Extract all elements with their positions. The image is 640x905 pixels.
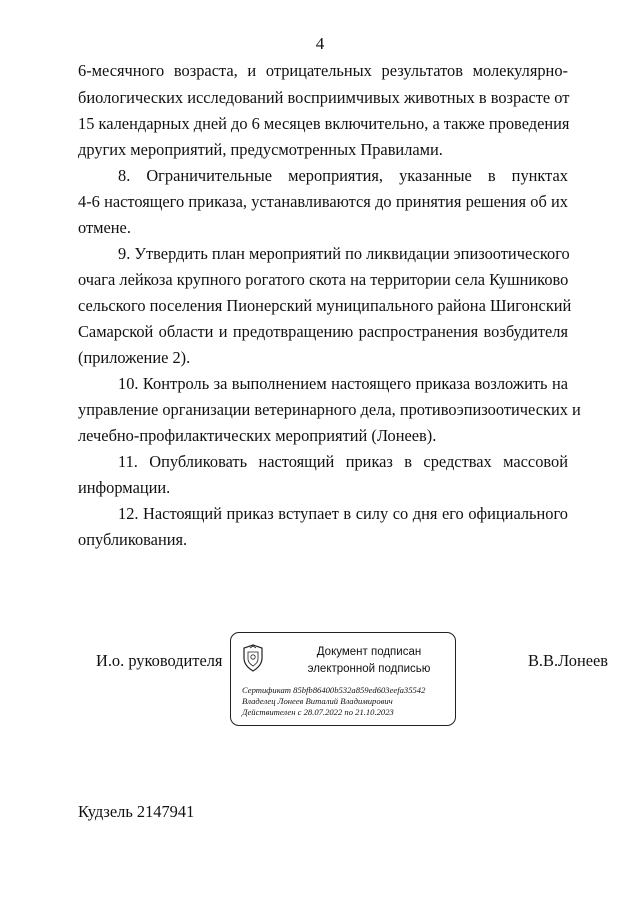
body-line: очага лейкоза крупного рогатого скота на территории села Кушниково (78, 270, 569, 289)
stamp-title: электронной подписью (307, 663, 431, 675)
body-line: (приложение 2). (78, 348, 191, 367)
signer-role: И.о. руководителя (96, 651, 223, 670)
e-signature-stamp (230, 632, 456, 726)
body-line: 6-месячного возраста, и отрицательных результатов молекулярно- (78, 61, 568, 80)
body-line: 9. Утвердить план мероприятий по ликвидации эпизоотического (118, 244, 570, 263)
body-line: 10. Контроль за выполнением настоящего приказа возложить на (118, 374, 568, 393)
body-line: сельского поселения Пионерский муниципального района Шигонский (78, 296, 572, 315)
body-line: 15 календарных дней до 6 месяцев включительно, а также проведения (78, 114, 570, 133)
body-line: 4-6 настоящего приказа, устанавливаются до принятия решения об их (78, 192, 568, 211)
footer-code: Кудзель 2147941 (78, 802, 195, 821)
page-number: 4 (315, 34, 325, 53)
stamp-owner: Владелец Лонеев Виталий Владимирович (242, 696, 393, 706)
body-line: биологических исследований восприимчивых животных в возрасте от (78, 88, 570, 107)
body-line: 11. Опубликовать настоящий приказ в средствах массовой (118, 452, 568, 471)
body-line: опубликования. (78, 530, 188, 549)
body-line: управление организации ветеринарного дела, противоэпизоотических и (78, 400, 581, 419)
body-line: других мероприятий, предусмотренных Правилами. (78, 140, 443, 159)
body-line: Самарской области и предотвращению распространения возбудителя (78, 322, 568, 341)
body-line: отмене. (78, 218, 131, 237)
body-line: 8. Ограничительные мероприятия, указанные в пунктах (118, 166, 568, 185)
body-line: 12. Настоящий приказ вступает в силу со дня его официального (118, 504, 568, 523)
coat-of-arms-icon (242, 644, 264, 672)
body-line: лечебно-профилактических мероприятий (Лонеев). (78, 426, 437, 445)
stamp-validity: Действителен с 28.07.2022 по 21.10.2023 (242, 707, 394, 717)
stamp-title: Документ подписан (316, 646, 422, 658)
signer-name: В.В.Лонеев (528, 651, 609, 670)
stamp-certificate: Сертификат 85bfb86400b532a859ed603eefa35542 (242, 685, 426, 695)
body-line: информации. (78, 478, 171, 497)
